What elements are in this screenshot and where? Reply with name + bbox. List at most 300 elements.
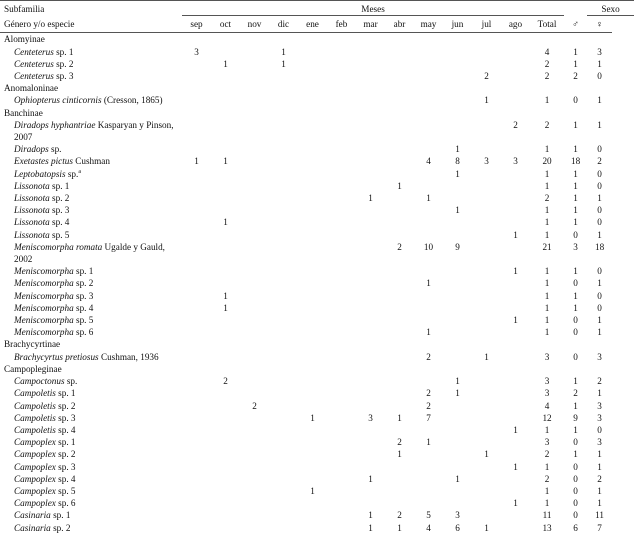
total-count: 20 (542, 156, 552, 167)
month-count (298, 94, 327, 106)
month-count (269, 400, 298, 412)
species-italic: Campoletis (14, 412, 56, 423)
total-count: 1 (544, 278, 550, 289)
month-count (240, 509, 269, 521)
month-count (356, 204, 385, 216)
month-count (298, 302, 327, 314)
species-row (0, 522, 634, 534)
month-count (443, 229, 472, 241)
month-count (414, 485, 443, 497)
month-count (211, 497, 240, 509)
month-count (182, 204, 211, 216)
species-author: Ugalde y Gauld, 2002 (14, 241, 165, 265)
month-count (298, 241, 327, 265)
month-count (472, 302, 501, 314)
species-row (0, 241, 634, 265)
month-count (443, 94, 472, 106)
month-count (327, 229, 356, 241)
month-count: 1 (223, 290, 228, 301)
month-count (414, 375, 443, 387)
month-count (414, 314, 443, 326)
month-count (356, 46, 385, 58)
total-count: 1 (544, 168, 550, 179)
female-count: 7 (597, 522, 602, 533)
month-count (182, 473, 211, 485)
species-row (0, 314, 634, 326)
subfamily-name: Anomaloninae (4, 83, 59, 94)
month-count: 1 (426, 437, 431, 448)
species-author: sp. 4 (55, 424, 76, 435)
month-count (501, 387, 530, 399)
month-count (269, 522, 298, 534)
month-count (327, 290, 356, 302)
month-count (182, 265, 211, 277)
species-author: sp. 6 (73, 327, 94, 338)
species-name (0, 473, 182, 485)
month-count: 6 (455, 522, 460, 533)
species-name (0, 168, 182, 180)
month-header: ene (298, 16, 327, 33)
month-count (414, 473, 443, 485)
month-count (414, 229, 443, 241)
month-count (385, 497, 414, 509)
total-count: 4 (544, 46, 550, 57)
species-name (0, 277, 182, 289)
month-count (356, 375, 385, 387)
month-count (298, 229, 327, 241)
male-count: 0 (573, 327, 578, 338)
month-count (414, 424, 443, 436)
species-row (0, 229, 634, 241)
month-count: 1 (484, 351, 489, 362)
month-count (443, 119, 472, 143)
month-count (211, 522, 240, 534)
month-count (356, 290, 385, 302)
species-name (0, 290, 182, 302)
month-count (472, 216, 501, 228)
month-count (269, 351, 298, 363)
month-count (327, 168, 356, 180)
species-name (0, 302, 182, 314)
month-count: 1 (513, 266, 518, 277)
species-row (0, 277, 634, 289)
month-count: 1 (455, 144, 460, 155)
month-count (472, 473, 501, 485)
species-italic: Meniscomorpha (14, 327, 74, 338)
month-count: 2 (397, 510, 402, 521)
month-count (472, 412, 501, 424)
month-count (240, 436, 269, 448)
month-count: 1 (368, 522, 373, 533)
month-count (298, 497, 327, 509)
species-author: sp. 2 (53, 58, 74, 69)
month-header: ago (501, 16, 530, 33)
female-count: 2 (597, 473, 602, 484)
month-count (269, 509, 298, 521)
month-count (182, 375, 211, 387)
month-count (211, 473, 240, 485)
month-count (327, 509, 356, 521)
month-count (472, 204, 501, 216)
month-count (211, 351, 240, 363)
species-row (0, 424, 634, 436)
month-count (443, 216, 472, 228)
species-row (0, 119, 634, 143)
male-count: 1 (573, 180, 578, 191)
female-count: 3 (597, 400, 602, 411)
month-count (327, 314, 356, 326)
species-name (0, 180, 182, 192)
month-count (298, 216, 327, 228)
month-count (385, 326, 414, 338)
total-count: 1 (544, 229, 550, 240)
month-count (501, 192, 530, 204)
female-count: 3 (597, 46, 602, 57)
species-row (0, 473, 634, 485)
month-count (182, 509, 211, 521)
month-count: 8 (455, 156, 460, 167)
month-count (414, 204, 443, 216)
month-count (269, 94, 298, 106)
male-count: 1 (573, 217, 578, 228)
month-count (385, 155, 414, 167)
month-count (240, 473, 269, 485)
month-count (443, 400, 472, 412)
month-count: 1 (484, 449, 489, 460)
female-count: 1 (597, 119, 602, 130)
subfamily-row (0, 82, 634, 94)
female-count: 1 (597, 58, 602, 69)
month-count (472, 461, 501, 473)
month-count (211, 94, 240, 106)
male-count: 1 (573, 46, 578, 57)
species-author: Kasparyan y Pinson, 2007 (14, 119, 174, 143)
month-count (211, 448, 240, 460)
month-count (356, 143, 385, 155)
species-row (0, 155, 634, 167)
month-count (298, 265, 327, 277)
female-count: 0 (597, 180, 602, 191)
month-count: 1 (281, 46, 286, 57)
month-count (211, 168, 240, 180)
month-count (501, 204, 530, 216)
species-row (0, 497, 634, 509)
month-count: 4 (426, 522, 431, 533)
species-name (0, 70, 182, 82)
month-count (501, 509, 530, 521)
total-count: 1 (544, 144, 550, 155)
month-count (356, 70, 385, 82)
species-row (0, 351, 634, 363)
month-count (269, 375, 298, 387)
total-count: 13 (542, 522, 552, 533)
month-count (240, 375, 269, 387)
sexo-header: Sexo (587, 0, 634, 16)
male-count: 0 (573, 485, 578, 496)
month-count (327, 522, 356, 534)
species-author: sp. 4 (55, 473, 76, 484)
species-row (0, 412, 634, 424)
month-count (443, 180, 472, 192)
month-count (269, 155, 298, 167)
species-italic: Campoletis (14, 400, 56, 411)
month-count (501, 302, 530, 314)
month-count: 2 (397, 241, 402, 252)
month-count (182, 290, 211, 302)
month-count (211, 143, 240, 155)
month-count (501, 412, 530, 424)
month-count (472, 436, 501, 448)
species-name (0, 314, 182, 326)
month-header: jun (443, 16, 472, 33)
month-count: 2 (426, 400, 431, 411)
month-count (240, 412, 269, 424)
month-count (182, 168, 211, 180)
female-count: 0 (597, 168, 602, 179)
species-row (0, 400, 634, 412)
month-count (182, 216, 211, 228)
month-header: abr (385, 16, 414, 33)
month-count (472, 326, 501, 338)
month-count (356, 461, 385, 473)
month-count (472, 314, 501, 326)
male-count: 2 (573, 388, 578, 399)
species-name (0, 229, 182, 241)
month-count: 1 (368, 510, 373, 521)
male-count: 0 (573, 278, 578, 289)
month-count (240, 241, 269, 265)
total-count: 1 (544, 315, 550, 326)
species-author: sp. 2 (49, 193, 70, 204)
species-name (0, 119, 182, 143)
species-author: sp. 6 (55, 498, 76, 509)
month-count (240, 302, 269, 314)
month-count (385, 290, 414, 302)
subfamily-row (0, 338, 634, 350)
total-count: 3 (544, 351, 550, 362)
month-count (501, 180, 530, 192)
month-count: 1 (484, 95, 489, 106)
month-count (269, 216, 298, 228)
month-count (240, 351, 269, 363)
species-author: Cushman (72, 156, 110, 167)
month-count (385, 143, 414, 155)
month-count: 1 (455, 388, 460, 399)
month-count (501, 436, 530, 448)
month-count (385, 94, 414, 106)
species-italic: Casinaria (14, 522, 51, 533)
month-count (472, 277, 501, 289)
species-name (0, 461, 182, 473)
month-header: jul (472, 16, 501, 33)
month-count (240, 58, 269, 70)
female-count: 0 (597, 290, 602, 301)
month-count (327, 387, 356, 399)
month-count (443, 46, 472, 58)
species-name (0, 326, 182, 338)
female-count: 3 (597, 351, 602, 362)
species-name (0, 155, 182, 167)
species-author: Cushman, 1936 (98, 351, 159, 362)
female-count: 1 (597, 193, 602, 204)
female-count: 1 (597, 461, 602, 472)
month-count (356, 436, 385, 448)
month-count (356, 241, 385, 265)
month-count (414, 143, 443, 155)
month-count (356, 180, 385, 192)
species-author: sp. 1 (50, 510, 71, 521)
female-count: 0 (597, 266, 602, 277)
month-count (414, 58, 443, 70)
male-count: 18 (571, 156, 581, 167)
species-author: sp. 3 (49, 205, 70, 216)
total-count: 1 (544, 424, 550, 435)
month-count: 2 (397, 437, 402, 448)
species-author: sp. 1 (53, 46, 74, 57)
species-row (0, 265, 634, 277)
species-author: (Cresson, 1865) (101, 95, 163, 106)
month-count (327, 473, 356, 485)
subfamilia-header: Subfamilia (4, 4, 45, 14)
month-count: 10 (423, 241, 434, 252)
month-count (211, 326, 240, 338)
species-row (0, 436, 634, 448)
month-count (240, 204, 269, 216)
species-author: sp. (48, 144, 62, 155)
month-count: 4 (426, 156, 431, 167)
month-count: 2 (252, 400, 257, 411)
species-name (0, 522, 182, 534)
month-count (240, 229, 269, 241)
month-count (182, 522, 211, 534)
month-count (443, 70, 472, 82)
month-count (443, 485, 472, 497)
month-count: 5 (426, 510, 431, 521)
species-author: sp. 1 (49, 180, 70, 191)
month-count (269, 473, 298, 485)
month-count (385, 229, 414, 241)
month-count (298, 436, 327, 448)
month-count (414, 461, 443, 473)
month-count (240, 119, 269, 143)
month-count (298, 326, 327, 338)
male-count: 0 (573, 461, 578, 472)
month-count (472, 143, 501, 155)
species-italic: Centeterus (14, 71, 54, 82)
month-count (414, 448, 443, 460)
month-count (240, 168, 269, 180)
female-count: 2 (597, 376, 602, 387)
species-italic: Campoletis (14, 424, 56, 435)
month-count (327, 180, 356, 192)
subfamily-row (0, 107, 634, 119)
male-count: 1 (573, 302, 578, 313)
month-count (240, 387, 269, 399)
month-count: 9 (455, 241, 460, 252)
month-count (385, 314, 414, 326)
month-count (356, 400, 385, 412)
species-author: sp. 1 (55, 388, 76, 399)
month-count: 1 (223, 217, 228, 228)
month-count (211, 436, 240, 448)
month-count (443, 192, 472, 204)
total-count: 1 (544, 205, 550, 216)
species-italic: Campoplex (14, 461, 56, 472)
female-count: 1 (597, 315, 602, 326)
month-count (298, 168, 327, 180)
species-name (0, 436, 182, 448)
month-count (327, 326, 356, 338)
species-italic: Lissonota (14, 217, 50, 228)
month-count (269, 168, 298, 180)
month-count (240, 143, 269, 155)
month-count (298, 277, 327, 289)
month-count (269, 265, 298, 277)
male-count: 0 (573, 95, 578, 106)
species-italic: Meniscomorpha (14, 302, 74, 313)
species-name (0, 424, 182, 436)
month-count (472, 424, 501, 436)
month-count: 1 (455, 168, 460, 179)
male-count: 0 (573, 437, 578, 448)
month-count: 1 (513, 461, 518, 472)
month-count (472, 485, 501, 497)
month-count (385, 265, 414, 277)
month-count (356, 277, 385, 289)
total-count: 1 (544, 327, 550, 338)
month-count (385, 168, 414, 180)
month-count: 3 (484, 156, 489, 167)
month-count (501, 351, 530, 363)
month-count (269, 290, 298, 302)
species-row (0, 168, 634, 180)
month-count (327, 192, 356, 204)
month-count (269, 387, 298, 399)
month-count (443, 497, 472, 509)
species-italic: Campoctonus (14, 376, 65, 387)
month-count: 1 (455, 473, 460, 484)
month-count (472, 509, 501, 521)
month-count (298, 351, 327, 363)
month-count (443, 351, 472, 363)
month-count (269, 461, 298, 473)
month-count (240, 180, 269, 192)
male-count: 1 (573, 144, 578, 155)
species-row (0, 387, 634, 399)
female-count: 1 (597, 229, 602, 240)
month-count (356, 387, 385, 399)
month-count (211, 46, 240, 58)
male-count: 6 (573, 522, 578, 533)
month-count (327, 204, 356, 216)
month-count (211, 229, 240, 241)
male-count: 1 (573, 266, 578, 277)
month-count (182, 277, 211, 289)
month-count (385, 46, 414, 58)
male-count: 1 (573, 400, 578, 411)
month-count (443, 436, 472, 448)
month-count (182, 192, 211, 204)
total-count: 11 (542, 510, 552, 521)
month-count (327, 216, 356, 228)
species-italic: Meniscomorpha (14, 290, 74, 301)
month-count (356, 448, 385, 460)
month-count (472, 400, 501, 412)
species-italic: Diradops hyphantriae (14, 119, 96, 130)
month-count (501, 326, 530, 338)
month-count (472, 265, 501, 277)
male-count: 1 (573, 119, 578, 130)
